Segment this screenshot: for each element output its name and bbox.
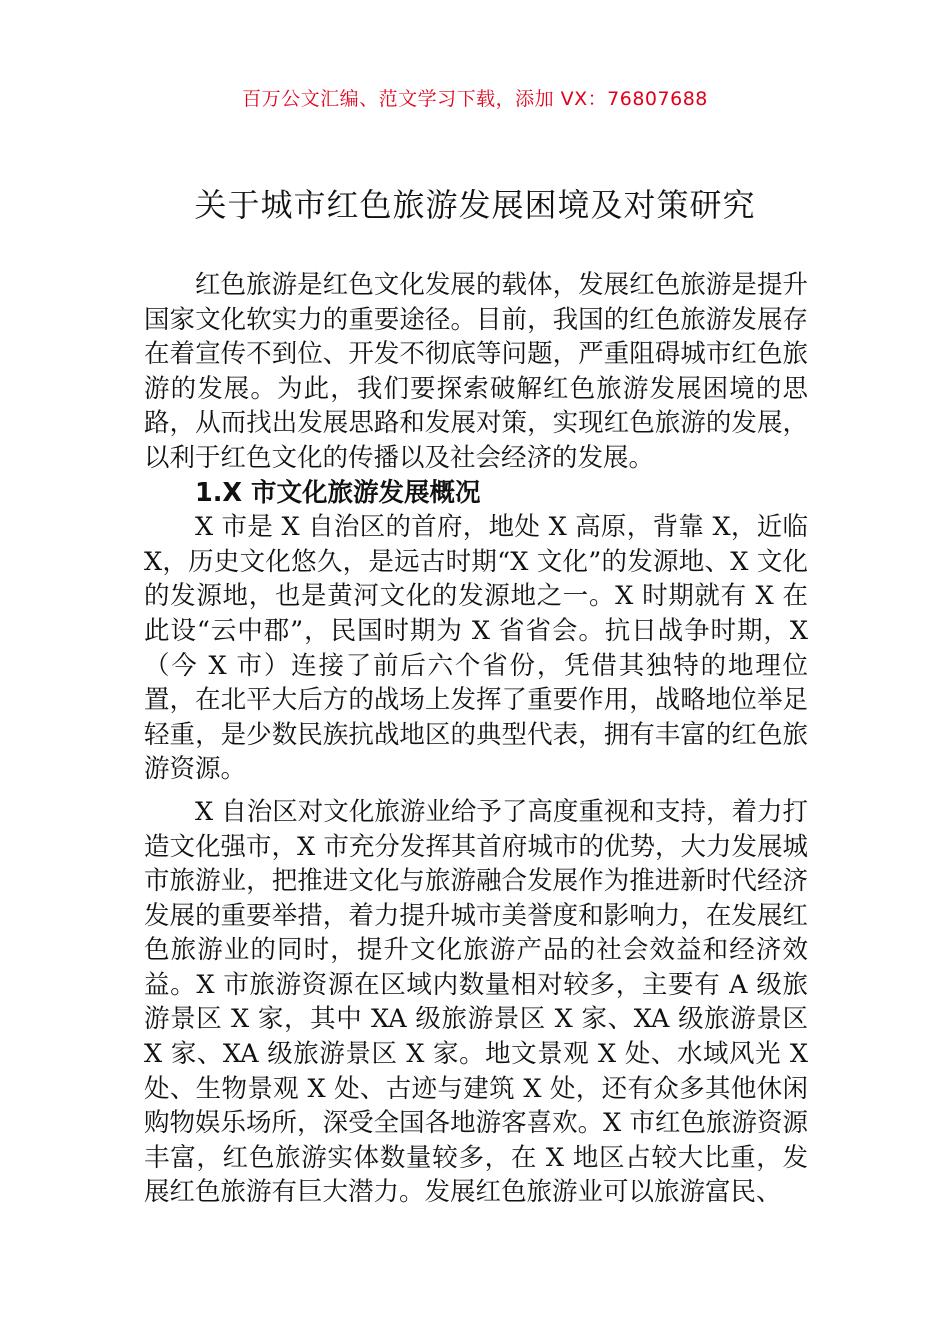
body-paragraph: X 市是 X 自治区的首府，地处 X 高原，背靠 X，近临 X，历史文化悠久，是远古时期“X 文化”的发源地、X 文化的发源地，也是黄河文化的发源地之一。X 时期就有 X 在此设“云中郡”，民国时期为 X 省省会。抗日战争时期，X（今 X 市）连接了前后六个省份，凭借其独特的地理位置，在北平大后方的战场上发挥了重要作用，战略地位举足轻重，是少数民族抗战地区的典型代表，拥有丰富的红色旅游资源。 [144, 512, 808, 785]
intro-paragraph: 红色旅游是红色文化发展的载体，发展红色旅游是提升国家文化软实力的重要途径。目前，我国的红色旅游发展存在着宣传不到位、开发不彻底等问题，严重阻碍城市红色旅游的发展。为此，我们要探索破解红色旅游发展困境的思路，从而找出发展思路和发展对策，实现红色旅游的发展，以利于红色文化的传播以及社会经济的发展。 [144, 270, 808, 473]
header-note: 百万公文汇编、范文学习下载，添加 VX：76807688 [242, 88, 708, 110]
document-title: 关于城市红色旅游发展困境及对策研究 [194, 186, 756, 224]
body-paragraph: X 自治区对文化旅游业给予了高度重视和支持，着力打造文化强市，X 市充分发挥其首府城市的优势，大力发展城市旅游业，把推进文化与旅游融合发展作为推进新时代经济发展的重要举措，着力提升城市美誉度和影响力，在发展红色旅游业的同时，提升文化旅游产品的社会效益和经济效益。X 市旅游资源在区域内数量相对较多，主要有 A 级旅游景区 X 家，其中 XA 级旅游景区 X 家、XA 级旅游景区 X 家、XA 级旅游景区 X 家。地文景观 X 处、水域风光 X 处、生物景观 X 处、古迹与建筑 X 处，还有众多其他休闲购物娱乐场所，深受全国各地游客喜欢。X 市红色旅游资源丰富，红色旅游实体数量较多，在 X 地区占较大比重，发展红色旅游有巨大潜力。发展红色旅游业可以旅游富民、 [144, 796, 808, 1208]
section-heading: 1.X 市文化旅游发展概况 [195, 477, 481, 508]
document-body [144, 268, 808, 1210]
